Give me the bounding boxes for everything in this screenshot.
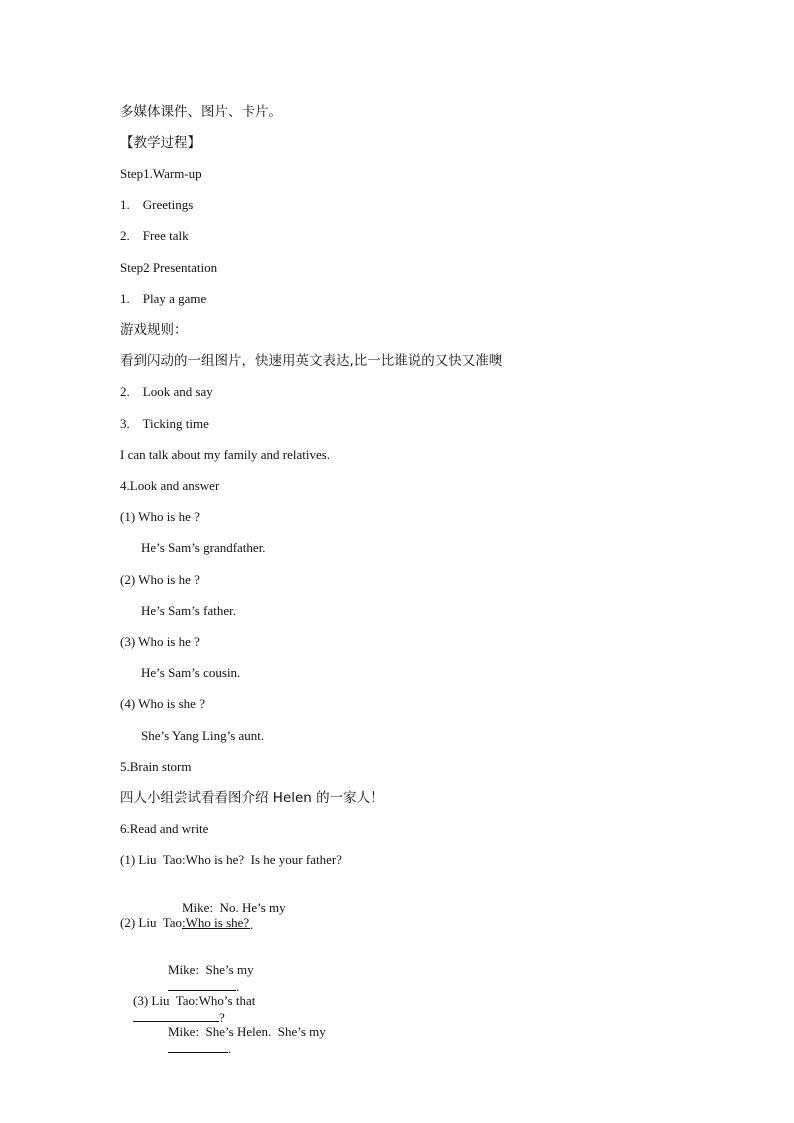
period: . — [236, 979, 240, 994]
list-item: 1. Play a game — [120, 291, 207, 306]
answer-text: Mike: She’s my — [168, 962, 254, 977]
rules-text: 看到闪动的一组图片，快速用英文表达,比一比谁说的又快又准噢 — [120, 353, 503, 369]
period: . — [228, 1041, 232, 1056]
question: (2) Who is he ? — [120, 572, 200, 587]
list-item: 2. Look and say — [120, 384, 213, 399]
brainstorm-text: 四人小组尝试看看图介绍 Helen 的一家人！ — [120, 790, 384, 806]
answer: She’s Yang Ling’s aunt. — [141, 728, 265, 743]
question-text: (3) Liu Tao:Who’s that — [133, 993, 256, 1008]
body-text: I can talk about my family and relatives. — [120, 447, 331, 462]
question-mark: ? — [219, 1010, 225, 1025]
step-heading: Step2 Presentation — [120, 260, 218, 275]
fill-blank — [168, 1040, 228, 1053]
sub-heading: 6.Read and write — [120, 821, 209, 836]
dialogue-question: (1) Liu Tao:Who is he? Is he your father? — [120, 852, 342, 867]
section-heading-process: 【教学过程】 — [120, 135, 201, 151]
list-item: 3. Ticking time — [120, 416, 209, 431]
list-item: 1. Greetings — [120, 197, 194, 212]
question: (4) Who is she ? — [120, 696, 205, 711]
sub-heading: 4.Look and answer — [120, 478, 220, 493]
rules-heading: 游戏规则： — [120, 322, 188, 338]
question: (1) Who is he ? — [120, 509, 200, 524]
dialogue-answer — [155, 1008, 326, 1073]
list-item: 2. Free talk — [120, 228, 189, 243]
answer: He’s Sam’s father. — [141, 603, 236, 618]
answer: He’s Sam’s cousin. — [141, 665, 241, 680]
dialogue-question: (2) Liu Tao:Who is she? — [120, 915, 250, 930]
materials-line: 多媒体课件、图片、卡片。 — [120, 104, 282, 120]
period: . — [250, 917, 254, 932]
question: (3) Who is he ? — [120, 634, 200, 649]
answer: He’s Sam’s grandfather. — [141, 540, 266, 555]
answer-text: Mike: She’s Helen. She’s my — [168, 1024, 326, 1039]
answer-text: Mike: No. He’s my — [182, 900, 286, 915]
sub-heading: 5.Brain storm — [120, 759, 192, 774]
step-heading: Step1.Warm-up — [120, 166, 202, 181]
